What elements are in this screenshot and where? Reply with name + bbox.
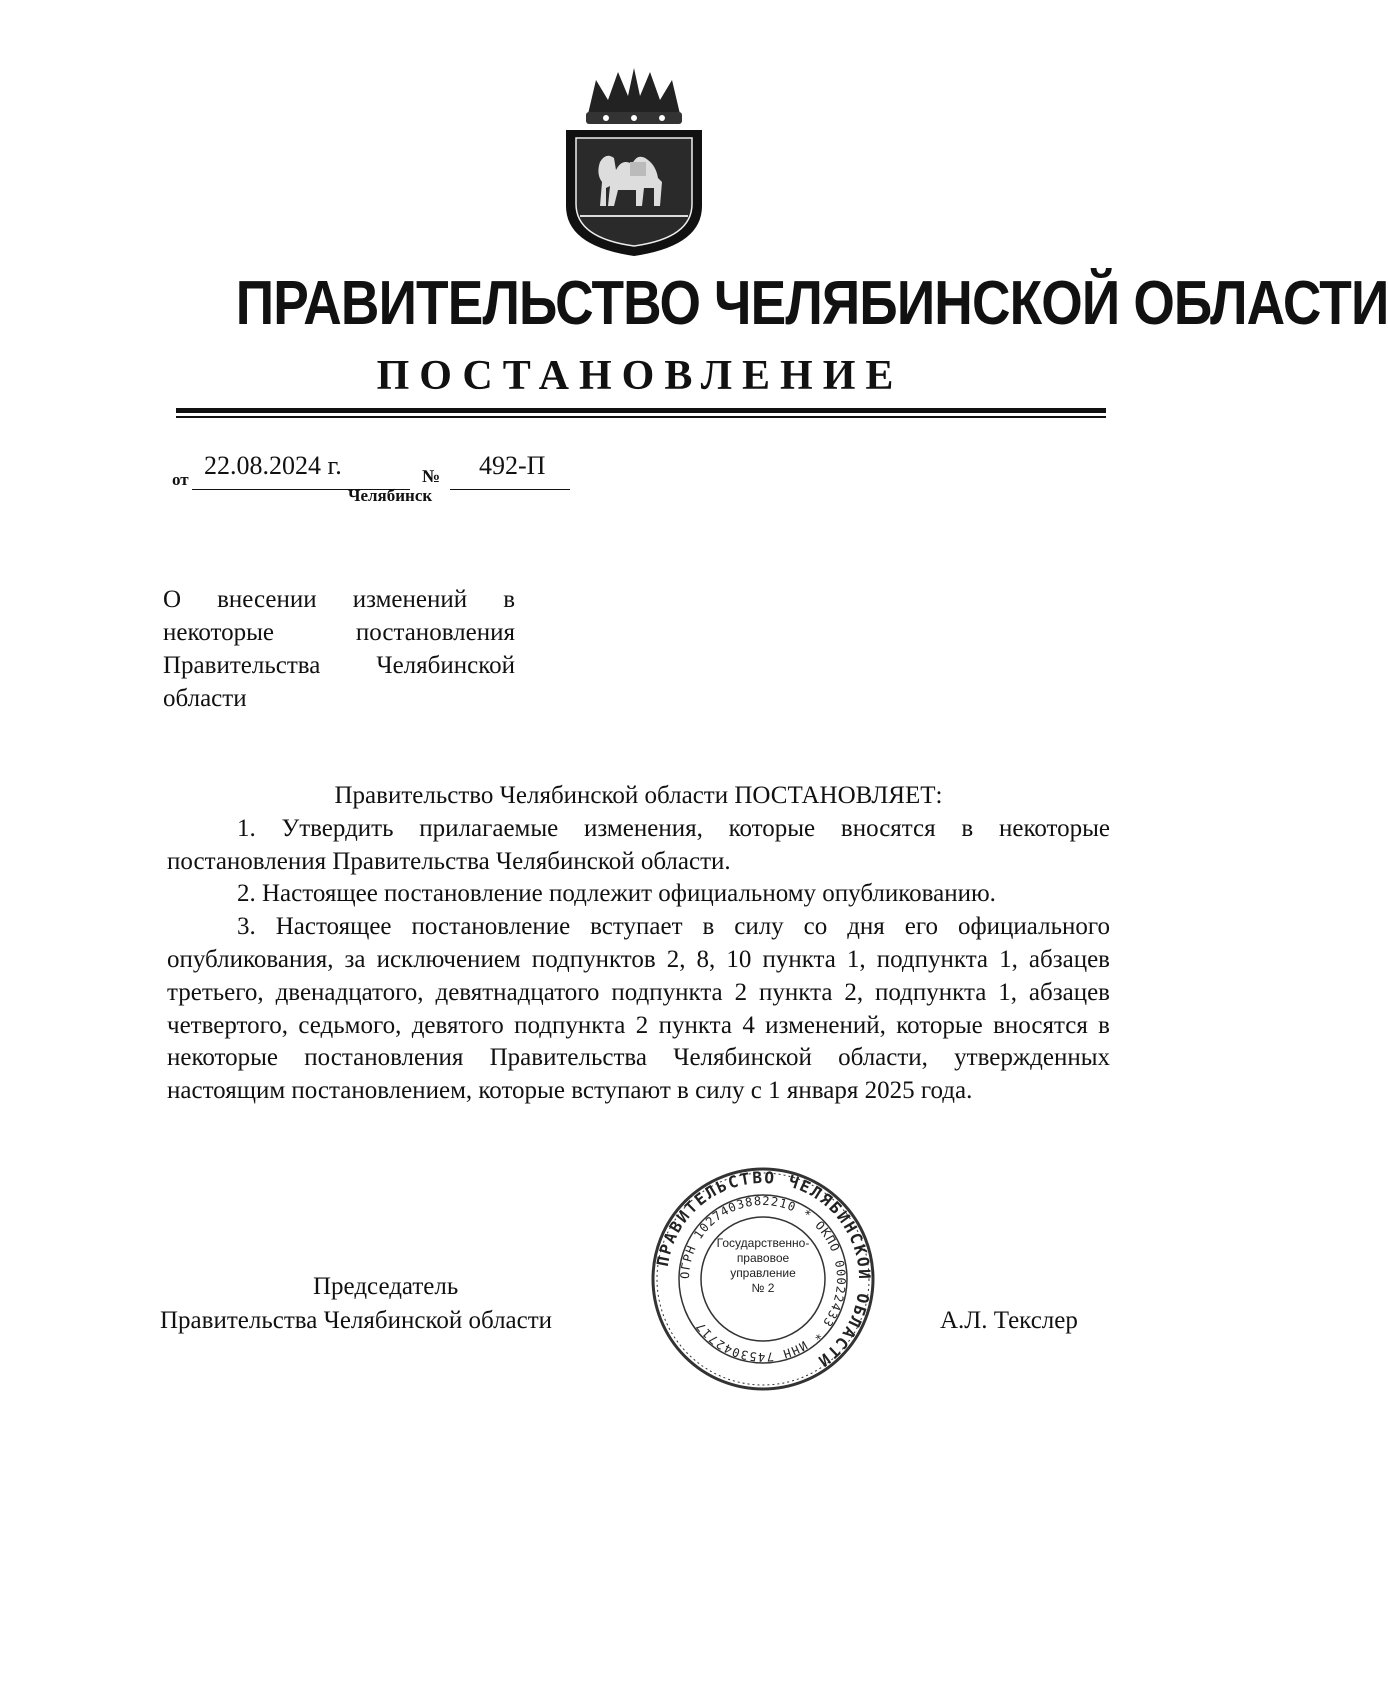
body-item-2: 2. Настоящее постановление подлежит официальному опубликованию. [237, 880, 996, 908]
seal-inner-line: управление [730, 1266, 796, 1280]
subject-line: Правительства Челябинской [163, 652, 515, 679]
organization-title: ПРАВИТЕЛЬСТВО ЧЕЛЯБИНСКОЙ ОБЛАСТИ [235, 269, 1388, 338]
header-rule-thick [176, 408, 1106, 413]
seal-inner-line: правовое [736, 1251, 790, 1265]
seal-inner-line: Государственно- [716, 1236, 810, 1250]
signatory-role-line2: Правительства Челябинской области [160, 1307, 553, 1334]
body-item-1: 1. Утвердить прилагаемые изменения, которые вносятся в некоторые постановления Правительства Челябинской области. [167, 814, 1110, 875]
header-rule-thin [176, 416, 1106, 418]
document-type: ПОСТАНОВЛЕНИЕ [376, 353, 904, 399]
signatory-name: А.Л. Текслер [940, 1307, 1078, 1334]
seal-inner-line: № 2 [751, 1281, 775, 1295]
document-number: 492-П [479, 451, 546, 480]
date-label: от [172, 470, 189, 489]
seal-inner-text [708, 1236, 818, 1326]
signatory-role-line1: Председатель [313, 1273, 459, 1300]
subject-line: области [163, 685, 247, 712]
document-subject [163, 583, 515, 715]
seal-outer-text: ПРАВИТЕЛЬСТВО ЧЕЛЯБИНСКОЙ ОБЛАСТИ [652, 1167, 875, 1372]
body-item-3: 3. Настоящее постановление вступает в силу со дня его официального опубликования, за исключением подпунктов 2, 8, 10 пункта 1, подпункта 1, абзацев третьего, двенадцатого, девятнадцатого подпункта 2 пункта 2, подпункта 1, абзацев четвертого, седьмого, девятого подпункта 2 пункта 4 изменений, которые вносятся в некоторые постановления Правительства Челябинской области, утвержденных настоящим постановлением, которые вступают в силу с 1 января 2025 года. [167, 913, 1110, 1105]
number-label: № [422, 466, 441, 486]
document-date: 22.08.2024 г. [204, 451, 342, 480]
number-underline [450, 489, 570, 490]
signatory-role [160, 1270, 620, 1338]
seal-ring-text: ОГРН 1027403882210 * ОКПО 00022433 * ИНН 7453042717 [677, 1193, 849, 1365]
document-body [167, 780, 1110, 1108]
preamble: Правительство Челябинской области ПОСТАНОВЛЯЕТ: [334, 782, 943, 809]
coat-of-arms-icon [556, 66, 712, 258]
document-city: Челябинск [348, 486, 433, 505]
subject-line: некоторые постановления [163, 619, 515, 646]
subject-line: О внесении изменений в [163, 586, 515, 613]
